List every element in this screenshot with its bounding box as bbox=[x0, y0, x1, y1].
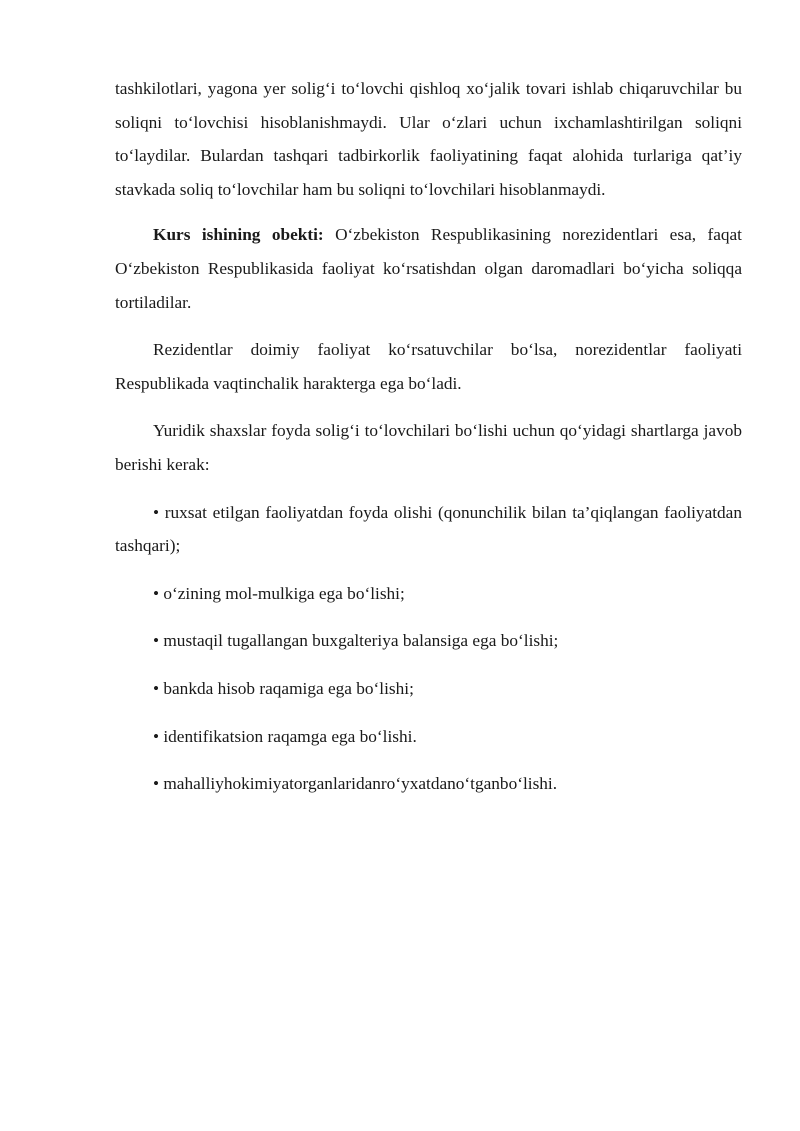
paragraph-text: tashkilotlari, yagona yer solig‘i to‘lovchi qishloq xo‘jalik tovari ishlab chiqaruvchilar bu soliqni to‘lovchisi hisoblanishmaydi. Ular o‘zlari uchun ixchamlashtirilgan soliqni to‘laydilar. Bulardan tashqari tadbirkorlik faoliyatining faqat alohida turlariga qat’iy stavkada soliq to‘lovchilar ham bu soliqni to‘lovchilari hisoblanmaydi. bbox=[115, 79, 742, 199]
list-item: • identifikatsion raqamga ega bo‘lishi. bbox=[153, 726, 417, 746]
paragraph-text: O‘zbekiston Respublikasining norezidentlari esa, faqat O‘zbekiston Respublikasida faoliyat ko‘rsatishdan olgan daromadlari bo‘yicha soliqqa tortiladilar. bbox=[115, 225, 742, 312]
paragraph-conditions-intro bbox=[115, 414, 742, 481]
paragraph-course-object bbox=[115, 218, 742, 319]
paragraph-lead-label: Kurs ishining obekti: bbox=[153, 225, 324, 245]
paragraph-text: Rezidentlar doimiy faoliyat ko‘rsatuvchilar bo‘lsa, norezidentlar faoliyati Respublikada vaqtinchalik harakterga ega bo‘ladi. bbox=[115, 340, 742, 393]
list-item: • mahalliyhokimiyatorganlaridanro‘yxatdano‘tganbo‘lishi. bbox=[153, 774, 558, 794]
list-item: • o‘zining mol-mulkiga ega bo‘lishi; bbox=[153, 583, 405, 603]
list-item: • ruxsat etilgan faoliyatdan foyda olishi (qonunchilik bilan ta’qiqlangan faoliyatdan tashqari); bbox=[115, 502, 742, 556]
paragraph-text: Yuridik shaxslar foyda solig‘i to‘lovchilari bo‘lishi uchun qo‘yidagi shartlarga javob berishi kerak: bbox=[115, 421, 742, 474]
list-item: • bankda hisob raqamiga ega bo‘lishi; bbox=[153, 678, 414, 698]
paragraph-residents bbox=[115, 333, 742, 400]
paragraph-continuation bbox=[115, 72, 742, 206]
list-item: • mustaqil tugallangan buxgalteriya balansiga ega bo‘lishi; bbox=[153, 631, 559, 651]
